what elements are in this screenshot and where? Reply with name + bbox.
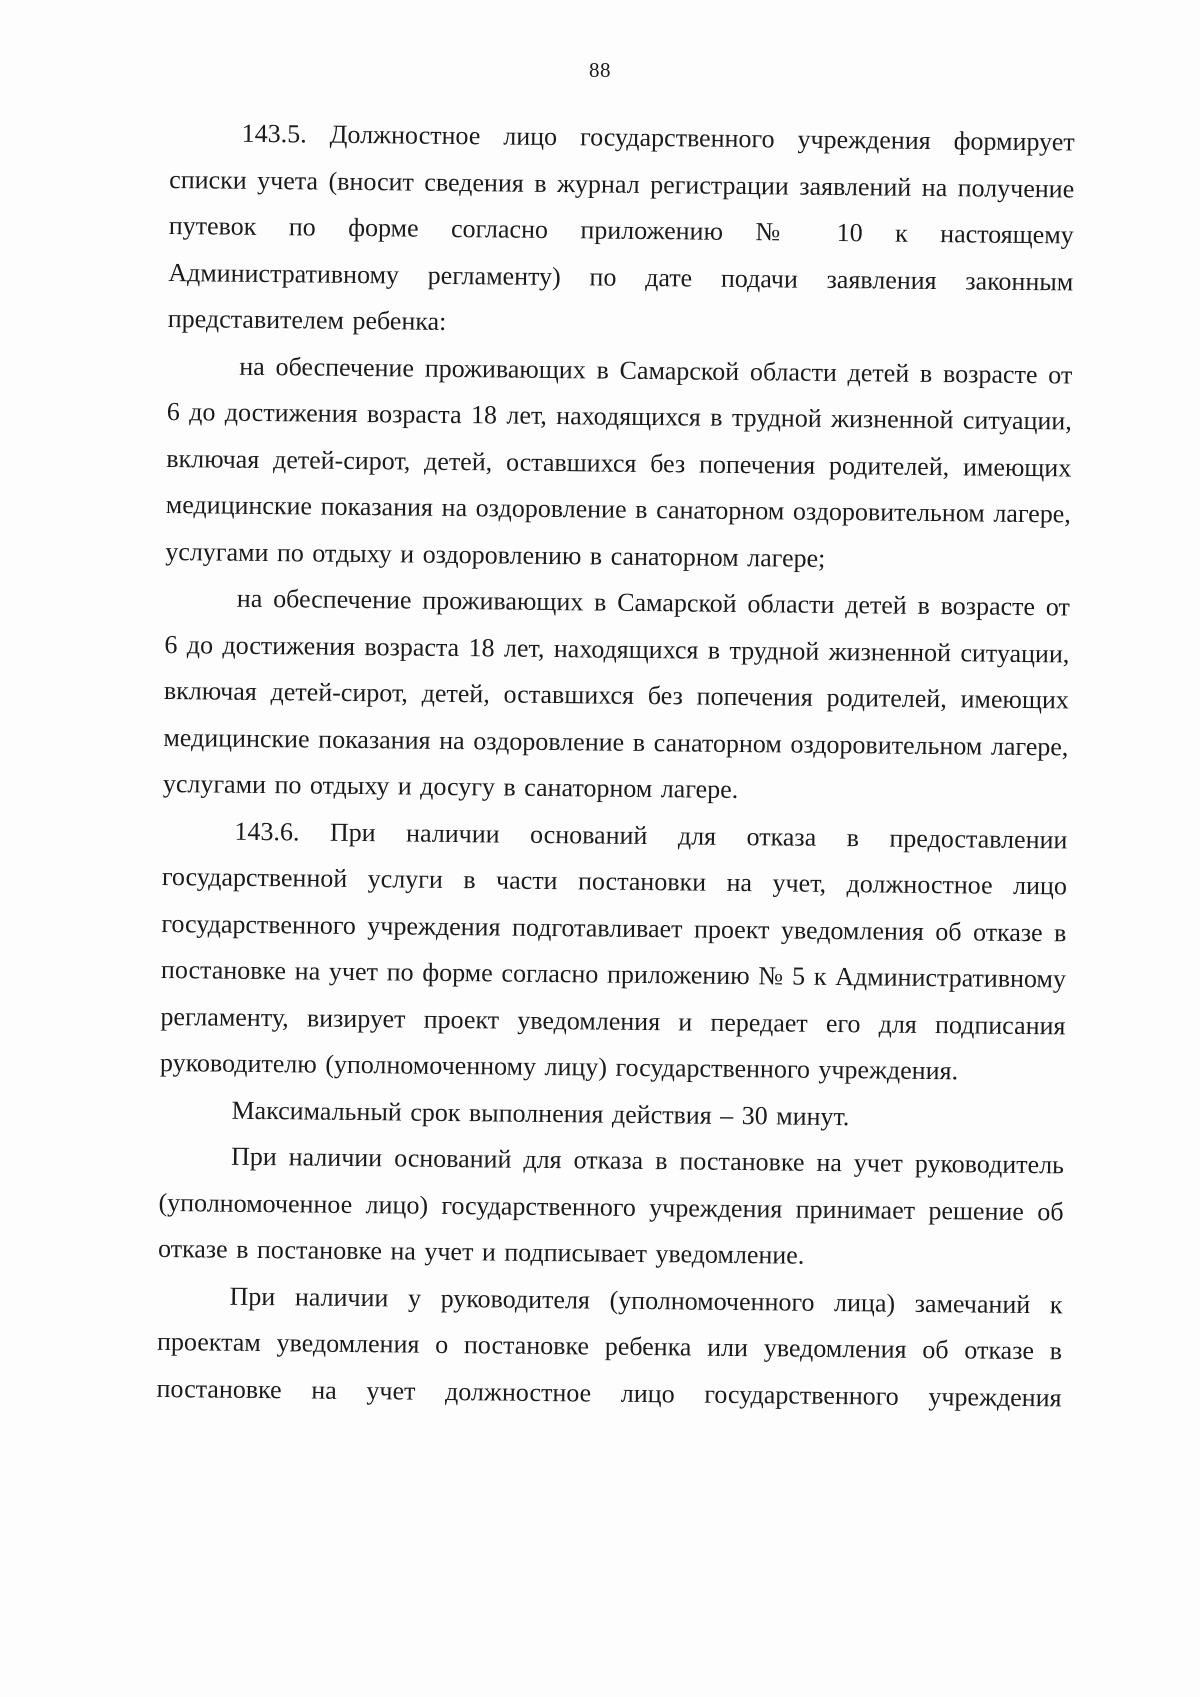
paragraph-list-item-2: на обеспечение проживающих в Самарской области детей в возрасте от 6 до достижения возраста 18 лет, находящихся в трудной жизненной ситуации, включая детей-сирот, детей, оставшихся без попечения родителей, имеющих медицинские показания на оздоровление в санаторном оздоровительном лагере, услугами по отдыху и досугу в санаторном лагере. (162, 583, 1070, 804)
paragraph-143-5: 143.5. Должностное лицо государственного учреждения формирует списки учета (вносит сведения в журнал регистрации заявлений на получение путевок по форме согласно приложению № 10 к настоящему Административному регламенту) по дате подачи заявления законным представителем ребенка: (167, 118, 1075, 336)
paragraph-max-time: Максимальный срок выполнения действия – 30 минут. (231, 1095, 850, 1131)
paragraph-remarks: При наличии у руководителя (уполномоченного лица) замечаний к проектам уведомления о постановке ребенка или уведомления об отказе в постановке на учет должностное лицо государственного учреждения (156, 1281, 1063, 1412)
paragraph-143-6: 143.6. При наличии оснований для отказа в предоставлении государственной услуги в части постановки на учет, должностное лицо государственного учреждения подготавливает проект уведомления об отказе в постановке на учет по форме согласно приложению № 5 к Административному регламенту, визирует проект уведомления и передает его для подписания руководителю (уполномоченному лицу) государственного учреждения. (159, 816, 1068, 1086)
page-number: 88 (589, 58, 611, 82)
document-body (156, 110, 1075, 1421)
paragraph-refusal-decision: При наличии оснований для отказа в постановке на учет руководитель (уполномоченное лицо) государственного учреждения принимает решение об отказе в постановке на учет и подписывает уведомление. (157, 1141, 1065, 1270)
paragraph-list-item-1: на обеспечение проживающих в Самарской области детей в возрасте от 6 до достижения возраста 18 лет, находящихся в трудной жизненной ситуации, включая детей-сирот, детей, оставшихся без попечения родителей, имеющих медицинские показания на оздоровление в санаторном оздоровительном лагере, услугами по отдыху и оздоровлению в санаторном лагере; (165, 351, 1073, 573)
